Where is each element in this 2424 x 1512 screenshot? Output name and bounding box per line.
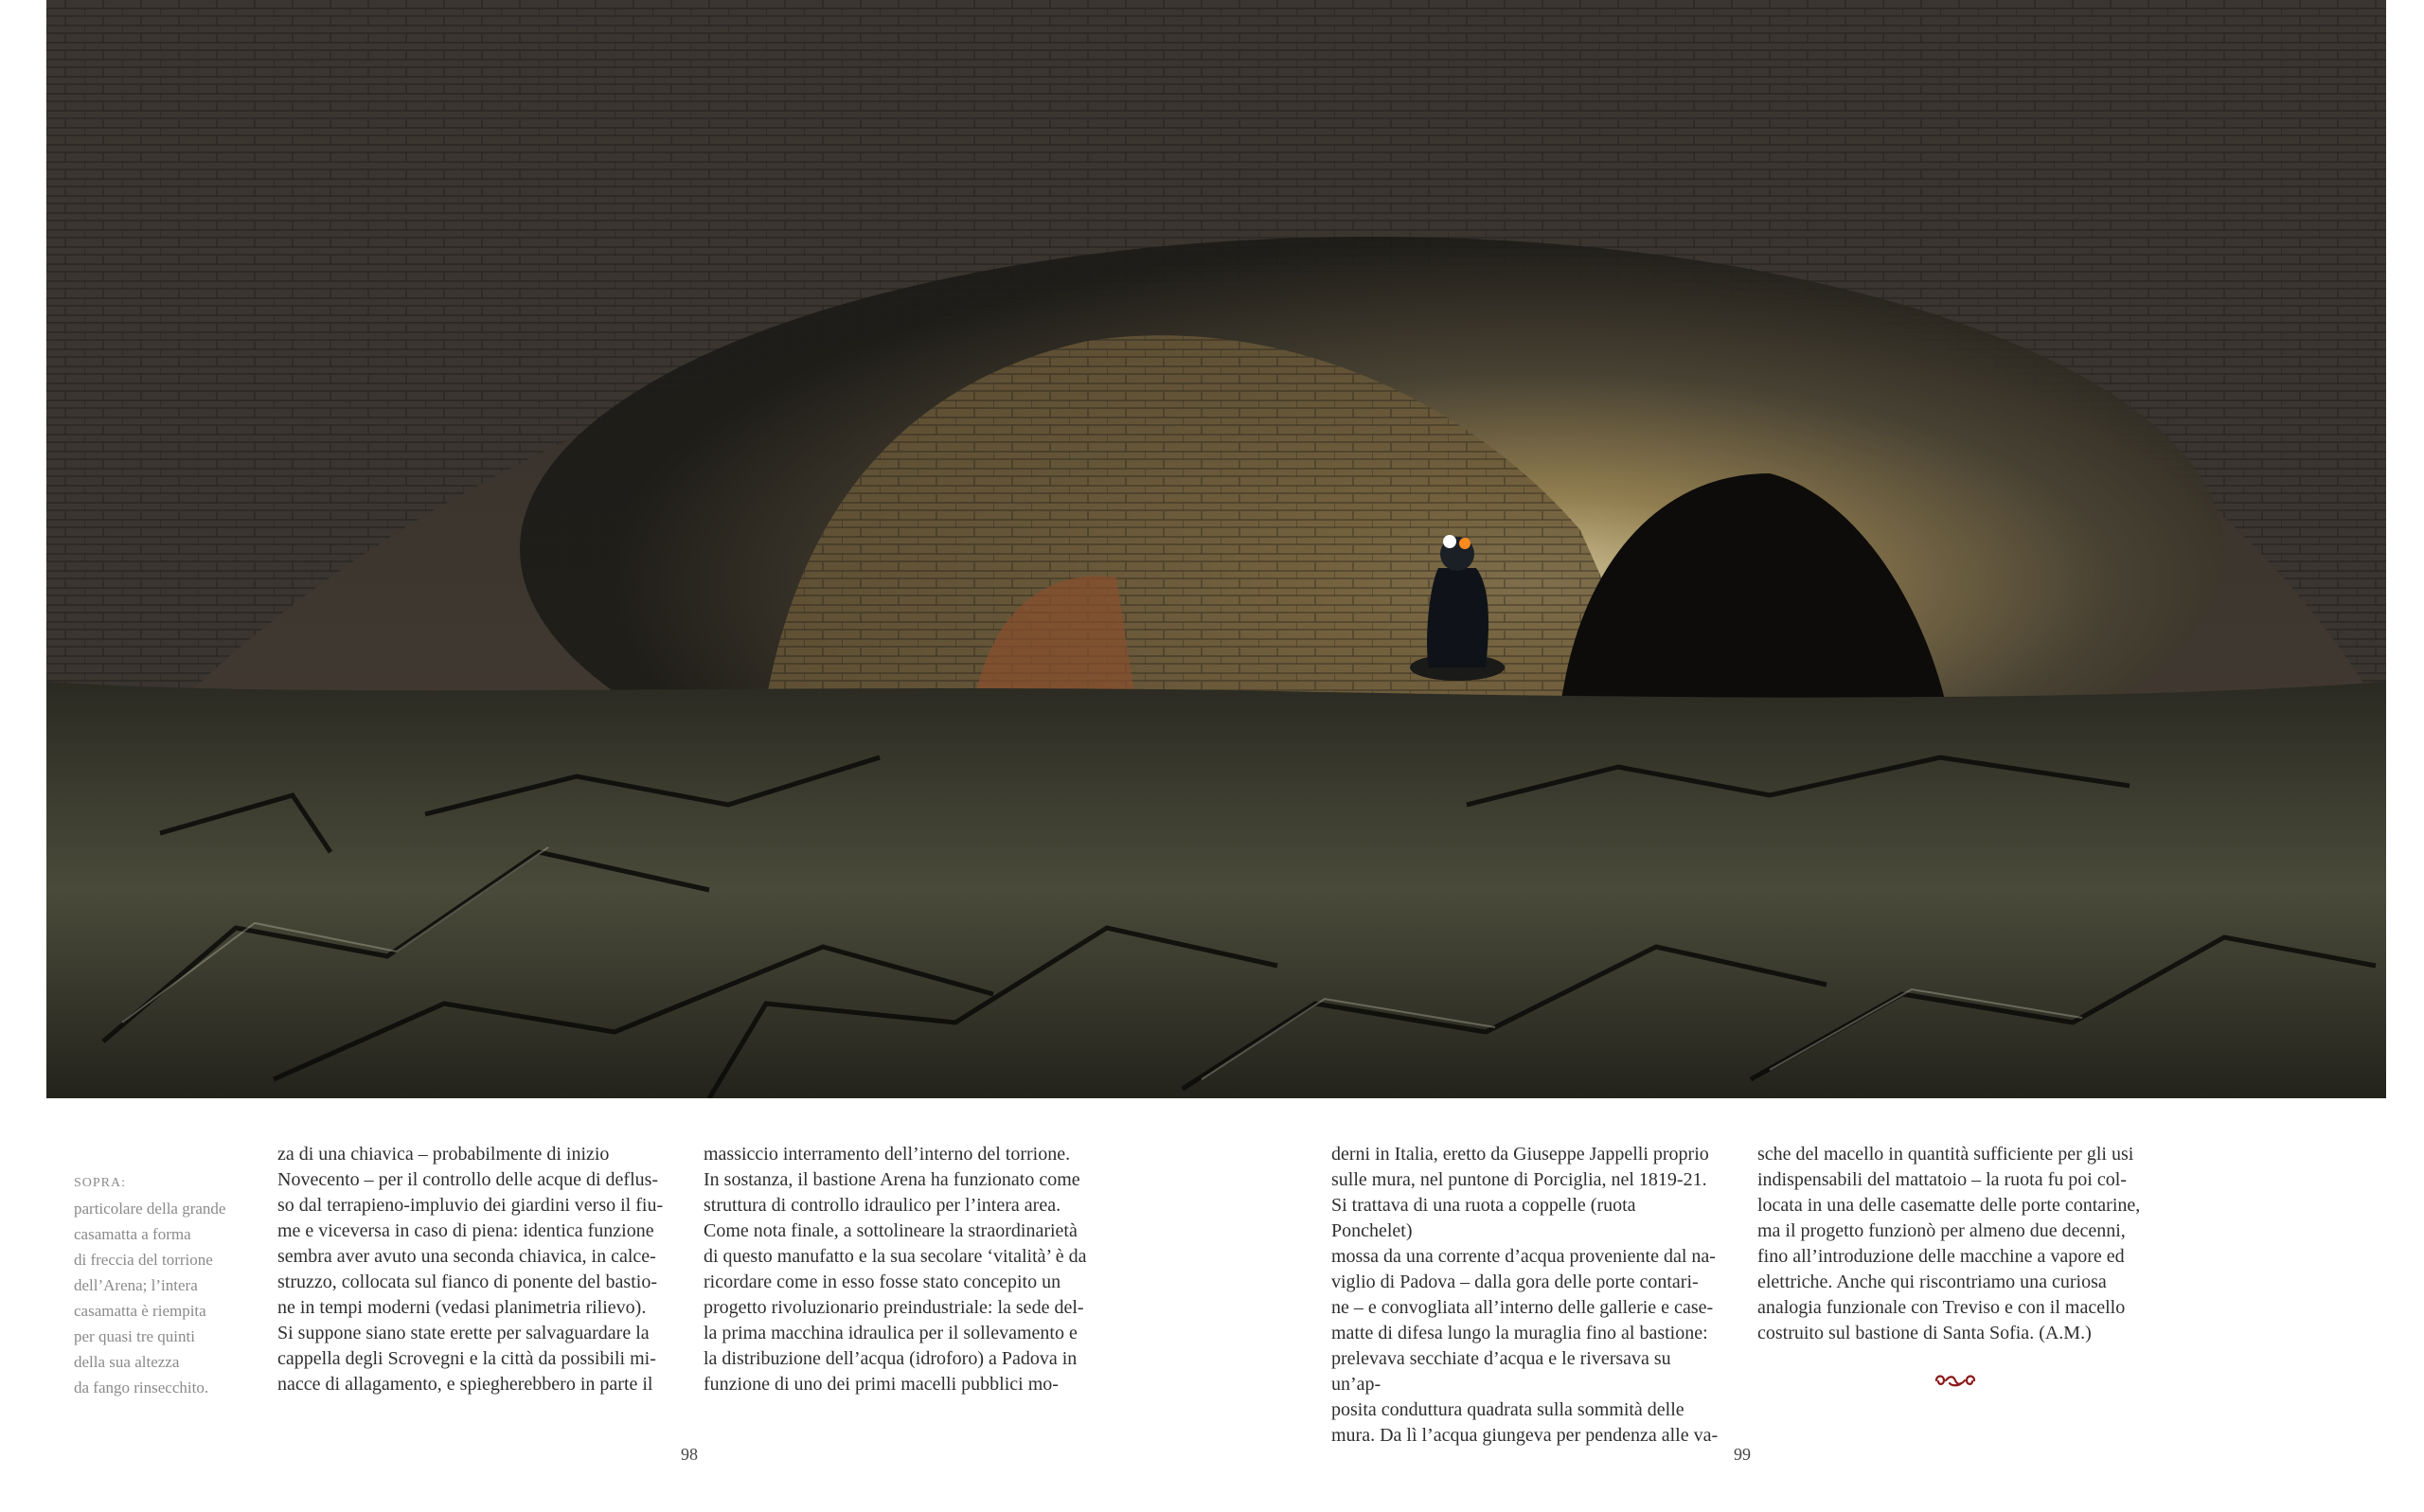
text-line: di questo manufatto e la sua secolare ‘vitalità’ è da (704, 1246, 1087, 1267)
photo-caption (74, 1170, 263, 1400)
text-line: ricordare come in esso fosse stato concepito un (704, 1272, 1061, 1292)
text-line: funzione di uno dei primi macelli pubblici mo- (704, 1374, 1059, 1395)
text-line: indispensabili del mattatoio – la ruota fu poi col- (1757, 1169, 2127, 1190)
caption-line: particolare della grande (74, 1200, 226, 1218)
text-line: elettriche. Anche qui riscontriamo una curiosa (1757, 1272, 2107, 1292)
text-line: la prima macchina idraulica per il sollevamento e (704, 1323, 1078, 1343)
text-line: ne in tempi moderni (vedasi planimetria rilievo). (277, 1297, 647, 1318)
text-column-4 (1757, 1142, 2155, 1346)
text-line: Novecento – per il controllo delle acque di deflus- (277, 1169, 659, 1190)
tunnel-photo (46, 0, 2386, 1098)
text-line: struzzo, collocata sul fianco di ponente del bastio- (277, 1272, 657, 1292)
caption-line: dell’Arena; l’intera (74, 1276, 198, 1294)
text-line: locata in una delle casematte delle porte contarine, (1757, 1195, 2141, 1216)
text-line: mura. Da lì l’acqua giungeva per pendenza alle va- (1331, 1425, 1719, 1446)
text-line: fino all’introduzione delle macchine a vapore ed (1757, 1246, 2125, 1267)
text-line: za di una chiavica – probabilmente di inizio (277, 1144, 610, 1165)
text-line: costruito sul bastione di Santa Sofia. (A.M.) (1757, 1323, 2092, 1343)
caption-line: della sua altezza (74, 1353, 180, 1371)
text-line: analogia funzionale con Treviso e con il macello (1757, 1297, 2126, 1318)
text-line: progetto rivoluzionario preindustriale: la sede del- (704, 1297, 1084, 1318)
text-line: Si trattava di una ruota a coppelle (ruota Ponchelet) (1331, 1195, 1636, 1241)
text-line: cappella degli Scrovegni e la città da possibili mi- (277, 1348, 656, 1369)
text-line: nacce di allagamento, e spiegherebbero in parte il (277, 1374, 653, 1395)
text-line: Si suppone siano state erette per salvaguardare la (277, 1323, 650, 1343)
text-line: massiccio interramento dell’interno del torrione. (704, 1144, 1071, 1165)
text-line: sulle mura, nel puntone di Porciglia, nel 1819-21. (1331, 1169, 1707, 1190)
page-number-left: 98 (681, 1445, 698, 1464)
text-line: posita conduttura quadrata sulla sommità delle (1331, 1399, 1684, 1420)
text-column-2 (704, 1142, 1092, 1397)
text-line: so dal terrapieno-impluvio dei giardini verso il fiu- (277, 1195, 664, 1216)
decorative-ornament-icon (1933, 1372, 1978, 1389)
text-column-3 (1331, 1142, 1720, 1449)
text-line: derni in Italia, eretto da Giuseppe Jappelli proprio (1331, 1144, 1709, 1165)
text-line: ma il progetto funzionò per almeno due decenni, (1757, 1220, 2126, 1241)
page-number-right: 99 (1734, 1445, 1751, 1464)
text-line: In sostanza, il bastione Arena ha funzionato come (704, 1169, 1080, 1190)
text-line: prelevava secchiate d’acqua e le riversava su un’ap- (1331, 1348, 1671, 1395)
text-line: matte di difesa lungo la muraglia fino al bastione: (1331, 1323, 1708, 1343)
caption-line: da fango rinsecchito. (74, 1379, 209, 1396)
tunnel-photo-illustration (46, 0, 2386, 1098)
text-line: me e viceversa in caso di piena: identica funzione (277, 1220, 654, 1241)
caption-line: casamatta è riempita (74, 1302, 206, 1320)
text-line: mossa da una corrente d’acqua proveniente dal na- (1331, 1246, 1716, 1267)
text-line: ne – e convogliata all’interno delle gallerie e case- (1331, 1297, 1714, 1318)
caption-line: di freccia del torrione (74, 1251, 213, 1269)
text-line: sembra aver avuto una seconda chiavica, in calce- (277, 1246, 656, 1267)
text-line: viglio di Padova – dalla gora delle porte contari- (1331, 1272, 1699, 1292)
text-line: Come nota finale, a sottolineare la straordinarietà (704, 1220, 1078, 1241)
caption-label: SOPRA: (74, 1176, 127, 1190)
text-column-1 (277, 1142, 675, 1397)
text-line: struttura di controllo idraulico per l’intera area. (704, 1195, 1061, 1216)
caption-line: per quasi tre quinti (74, 1327, 195, 1345)
text-line: sche del macello in quantità sufficiente per gli usi (1757, 1144, 2134, 1165)
text-line: la distribuzione dell’acqua (idroforo) a Padova in (704, 1348, 1078, 1369)
caption-line: casamatta a forma (74, 1225, 191, 1243)
